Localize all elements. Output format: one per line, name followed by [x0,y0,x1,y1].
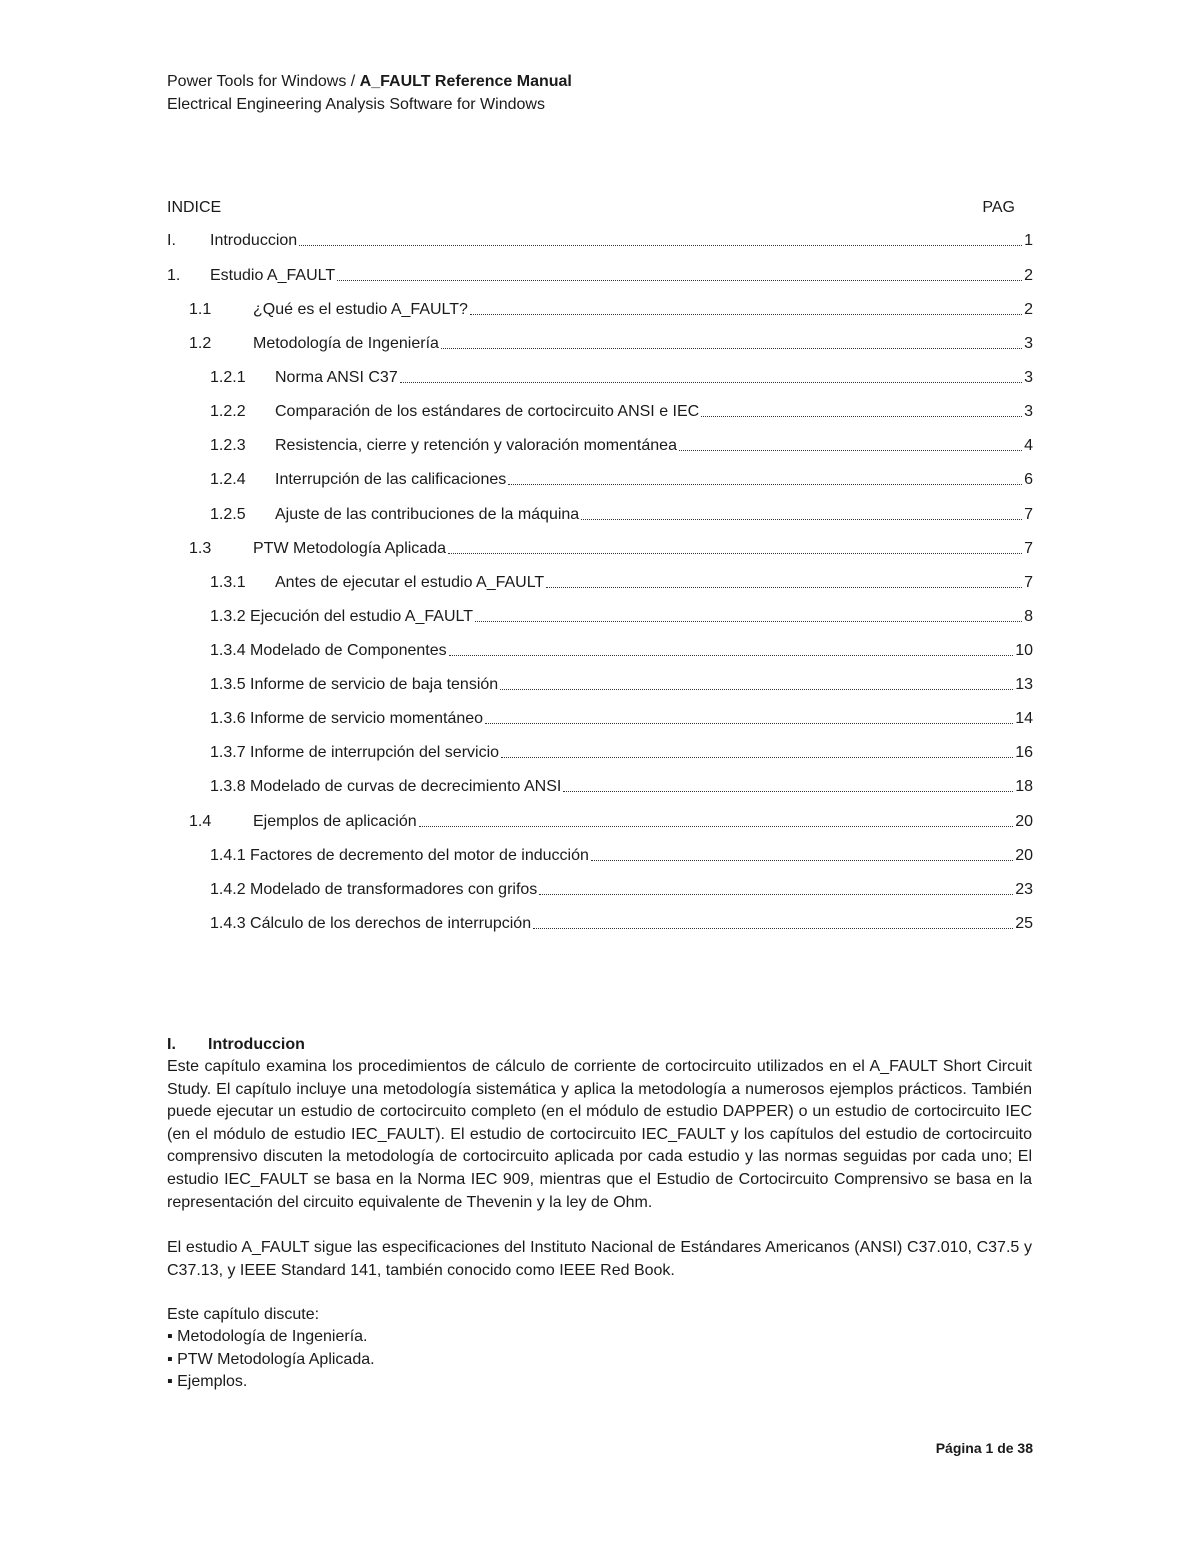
toc-leader-dots [546,572,1022,588]
toc-entry-title: Ejemplos de aplicación [253,813,417,830]
toc-entry[interactable] [210,572,1033,594]
toc-entry-title: PTW Metodología Aplicada [253,540,446,557]
toc-leader-dots [449,640,1014,656]
toc-leader-dots [508,469,1022,485]
toc-page-heading: PAG [982,199,1015,216]
toc-entry[interactable] [189,333,1033,355]
toc-entry-number: 1.4 [189,813,212,830]
toc-entry[interactable] [210,708,1033,730]
toc-entry[interactable] [210,606,1033,628]
toc-entry[interactable] [210,776,1033,798]
toc-entry[interactable] [210,640,1033,662]
toc-entry-title: 1.3.2 Ejecución del estudio A_FAULT [210,608,473,625]
toc-leader-dots [337,265,1022,281]
toc-leader-dots [581,504,1022,520]
intro-paragraph-3: Este capítulo discute: [167,1306,320,1323]
toc-entry-page: 8 [1024,608,1033,625]
toc-entry-page: 7 [1024,540,1033,557]
toc-entry[interactable] [189,299,1033,321]
toc-entry-page: 13 [1015,676,1033,693]
header-line-1 [167,70,572,93]
header-product: Power Tools for Windows / [167,73,360,90]
toc-leader-dots [470,299,1022,315]
toc-entry[interactable] [189,811,1033,833]
toc-entry-title: 1.3.8 Modelado de curvas de decrecimiento ANSI [210,778,562,795]
list-item: ▪ Ejemplos. [167,1371,375,1394]
toc-leader-dots [299,230,1022,246]
toc-entry[interactable] [210,674,1033,696]
toc-entry-page: 2 [1024,267,1033,284]
toc-entry-title: 1.3.6 Informe de servicio momentáneo [210,710,484,727]
toc-leader-dots [563,776,1013,792]
topic-list [167,1326,375,1394]
toc-entry-title: Metodología de Ingeniería [253,335,439,352]
toc-heading-row [167,197,1015,219]
toc-entry-page: 4 [1024,437,1033,454]
toc-entry-number: 1. [167,267,181,284]
document-header [167,70,572,116]
toc-leader-dots [475,606,1022,622]
section-heading [167,1034,305,1056]
toc-entry-number: 1.1 [189,301,212,318]
toc-entry-page: 1 [1024,232,1033,249]
toc-entry-title: Resistencia, cierre y retención y valoración momentánea [275,437,677,454]
toc-leader-dots [701,401,1022,417]
toc-entry[interactable] [210,401,1033,423]
toc-entry-page: 14 [1015,710,1033,727]
toc-entry[interactable] [210,435,1033,457]
toc-entry-number: 1.2.5 [210,506,246,523]
toc-entry-title: Ajuste de las contribuciones de la máquina [275,506,580,523]
toc-entry[interactable] [167,230,1033,252]
toc-entry-title: 1.4.2 Modelado de transformadores con grifos [210,881,538,898]
toc-leader-dots [591,845,1013,861]
page-number: Página 1 de 38 [935,1440,1033,1456]
toc-leader-dots [485,708,1013,724]
toc-leader-dots [419,811,1014,827]
toc-leader-dots [539,879,1013,895]
toc-entry-page: 3 [1024,369,1033,386]
toc-entry-page: 23 [1015,881,1033,898]
toc-entry-page: 10 [1015,642,1033,659]
toc-entry-page: 6 [1024,471,1033,488]
toc-leader-dots [501,742,1013,758]
toc-entry[interactable] [167,265,1033,287]
toc-entry-page: 3 [1024,403,1033,420]
toc-entry-page: 18 [1015,778,1033,795]
toc-entry-page: 20 [1015,847,1033,864]
toc-entry-page: 7 [1024,506,1033,523]
toc-entry-page: 25 [1015,915,1033,932]
toc-entry-title: Antes de ejecutar el estudio A_FAULT [275,574,545,591]
toc-entry-number: 1.2.1 [210,369,246,386]
toc-entry[interactable] [189,538,1033,560]
section-number: I. [167,1036,176,1053]
toc-entry-title: ¿Qué es el estudio A_FAULT? [253,301,468,318]
header-line-2: Electrical Engineering Analysis Software for Windows [167,96,545,113]
header-manual-title: A_FAULT Reference Manual [359,73,572,90]
toc-entry[interactable] [210,879,1033,901]
list-item: ▪ PTW Metodología Aplicada. [167,1349,375,1372]
toc-entry[interactable] [210,742,1033,764]
toc-entry-title: 1.3.5 Informe de servicio de baja tensión [210,676,499,693]
toc-entry-page: 3 [1024,335,1033,352]
toc-entry-title: 1.3.4 Modelado de Componentes [210,642,447,659]
toc-entry-page: 16 [1015,744,1033,761]
toc-entry[interactable] [210,504,1033,526]
toc-entry-number: 1.2.2 [210,403,246,420]
toc-entry[interactable] [210,913,1033,935]
toc-leader-dots [448,538,1022,554]
toc-entry[interactable] [210,469,1033,491]
toc-heading: INDICE [167,199,222,216]
toc-entry-number: 1.3.1 [210,574,246,591]
section-title: Introduccion [208,1036,305,1053]
toc-entry-number: 1.2.4 [210,471,246,488]
list-item: ▪ Metodología de Ingeniería. [167,1326,375,1349]
toc-entry-page: 7 [1024,574,1033,591]
toc-leader-dots [679,435,1022,451]
toc-entry-number: 1.2.3 [210,437,246,454]
toc-entry-title: Introduccion [210,232,298,249]
toc-entry-page: 20 [1015,813,1033,830]
toc-entry[interactable] [210,367,1033,389]
toc-entry-title: Comparación de los estándares de cortocircuito ANSI e IEC [275,403,700,420]
toc-entry[interactable] [210,845,1033,867]
toc-entry-page: 2 [1024,301,1033,318]
toc-leader-dots [400,367,1022,383]
toc-entry-number: 1.2 [189,335,212,352]
toc-entry-number: 1.3 [189,540,212,557]
toc-entry-title: 1.4.1 Factores de decremento del motor de inducción [210,847,589,864]
toc-entry-number: I. [167,232,176,249]
toc-entry-title: 1.3.7 Informe de interrupción del servicio [210,744,500,761]
toc-entry-title: Norma ANSI C37 [275,369,398,386]
toc-leader-dots [500,674,1013,690]
toc-leader-dots [441,333,1022,349]
toc-entry-title: Interrupción de las calificaciones [275,471,507,488]
toc-entry-title: Estudio A_FAULT [210,267,336,284]
intro-paragraph-2: El estudio A_FAULT sigue las especificaciones del Instituto Nacional de Estándares Americanos (ANSI) C37.010, C37.5 y C37.13, y IEEE Standard 141, también conocido como IEEE Red Book. [167,1239,1032,1279]
intro-paragraph-1: Este capítulo examina los procedimientos de cálculo de corriente de cortocircuito utilizados en el A_FAULT Short Circuit Study. El capítulo incluye una metodología sistemática y aplica la metodología a numerosos ejemplos prácticos. También puede ejecutar un estudio de cortocircuito completo (en el módulo de estudio DAPPER) o un estudio de cortocircuito IEC (en el módulo de estudio IEC_FAULT). El estudio de cortocircuito IEC_FAULT y los capítulos del estudio de cortocircuito comprensivo discuten la metodología de cortocircuito aplicada por cada estudio y las normas seguidas por cada uno; El estudio IEC_FAULT se basa en la Norma IEC 909, mientras que el Estudio de Cortocircuito Comprensivo se basa en la representación del circuito equivalente de Thevenin y la ley de Ohm. [167,1058,1032,1211]
toc-entry-title: 1.4.3 Cálculo de los derechos de interrupción [210,915,532,932]
toc-leader-dots [533,913,1013,929]
